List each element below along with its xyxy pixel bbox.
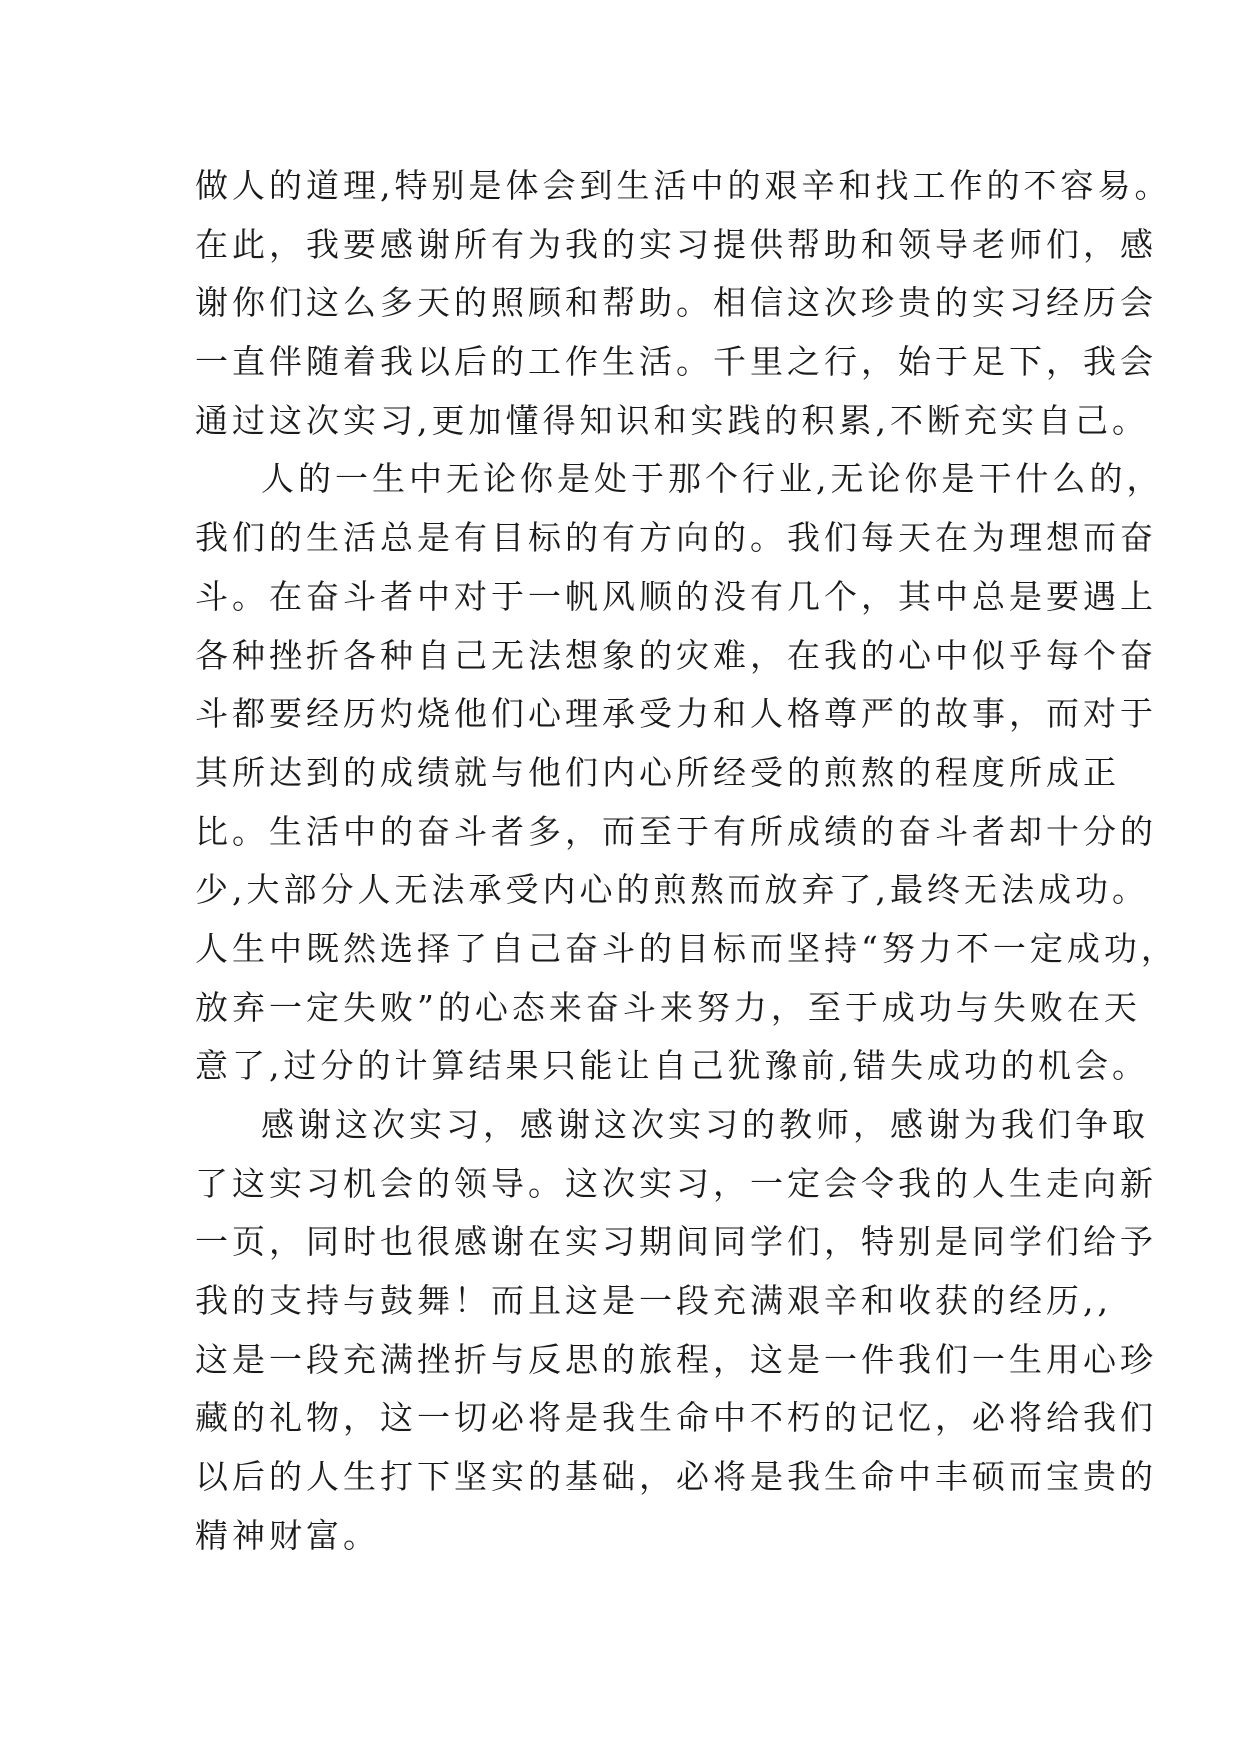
text-line: 藏的礼物，这一切必将是我生命中不朽的记忆，必将给我们 [195,1398,1157,1438]
text-line: 做人的道理,特别是体会到生活中的艰辛和找工作的不容易。 [195,166,1172,205]
paragraph-start-line: 人的一生中无论你是处于那个行业,无论你是干什么的， [261,459,1164,499]
text-line: 其所达到的成绩就与他们内心所经受的煎熬的程度所成正 [195,752,1120,792]
text-line: 一页，同时也很感谢在实习期间同学们，特别是同学们给予 [195,1222,1157,1262]
text-line: 斗都要经历灼烧他们心理承受力和人格尊严的故事，而对于 [195,694,1157,734]
paragraph-start-line: 感谢这次实习，感谢这次实习的教师，感谢为我们争取 [261,1105,1149,1144]
text-line: 精神财富。 [195,1515,380,1555]
text-line: 通过这次实习,更加懂得知识和实践的积累,不断充实自己。 [195,400,1149,440]
text-line: 一直伴随着我以后的工作生活。千里之行，始于足下，我会 [195,342,1157,382]
text-line: 意了,过分的计算结果只能让自己犹豫前,错失成功的机会。 [195,1046,1149,1086]
text-line: 人生中既然选择了自己奋斗的目标而坚持“努力不一定成功， [195,928,1178,968]
text-line: 我们的生活总是有目标的有方向的。我们每天在为理想而奋 [195,518,1157,558]
text-line: 各种挫折各种自己无法想象的灾难，在我的心中似乎每个奋 [195,635,1157,675]
text-line: 我的支持与鼓舞！而且这是一段充满艰辛和收获的经历,, [195,1281,1112,1321]
text-line: 以后的人生打下坚实的基础，必将是我生命中丰硕而宝贵的 [195,1457,1157,1497]
text-line: 谢你们这么多天的照顾和帮助。相信这次珍贵的实习经历会 [195,283,1157,323]
text-line: 了这实习机会的领导。这次实习，一定会令我的人生走向新 [195,1163,1157,1203]
text-line: 少,大部分人无法承受内心的煎熬而放弃了,最终无法成功。 [195,870,1149,910]
text-line: 斗。在奋斗者中对于一帆风顺的没有几个，其中总是要遇上 [195,576,1157,616]
text-line: 比。生活中的奋斗者多，而至于有所成绩的奋斗者却十分的 [195,811,1157,851]
body-text [195,157,1178,1566]
text-line: 放弃一定失败”的心态来奋斗来努力，至于成功与失败在天 [195,987,1141,1027]
text-line: 在此，我要感谢所有为我的实习提供帮助和领导老师们，感 [195,224,1157,264]
text-line: 这是一段充满挫折与反思的旅程，这是一件我们一生用心珍 [195,1339,1157,1379]
